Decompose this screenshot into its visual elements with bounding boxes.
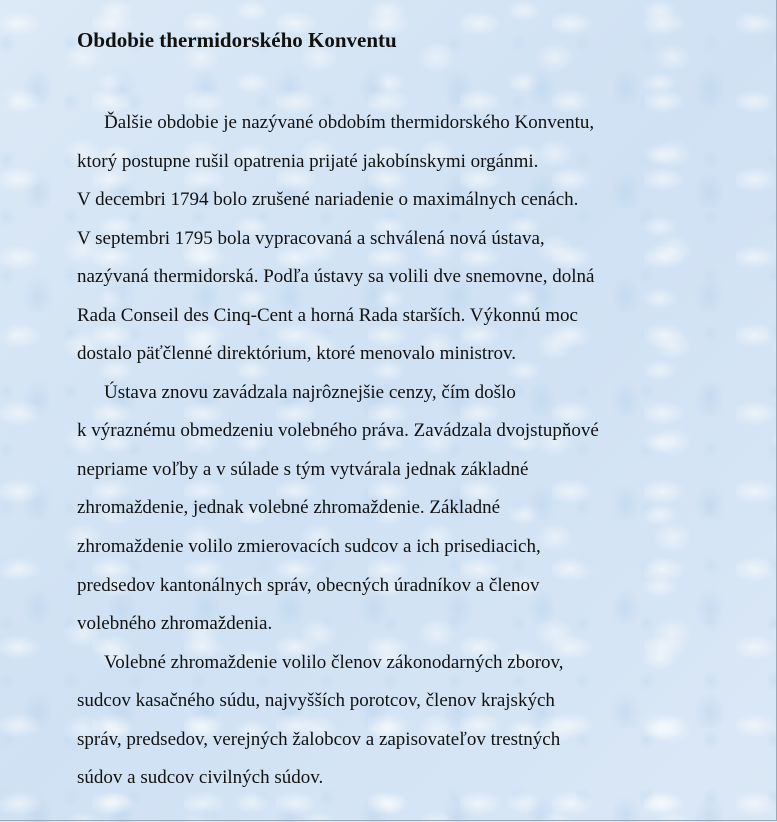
text-line: nazývaná thermidorská. Podľa ústavy sa volili dve snemovne, dolná (77, 266, 595, 288)
text-line: predsedov kantonálnych správ, obecných úradníkov a členov (77, 574, 540, 596)
text-line: V decembri 1794 bolo zrušené nariadenie o maximálnych cenách. (77, 189, 579, 211)
document-title: Obdobie thermidorského Konventu (77, 28, 397, 52)
text-line: Rada Conseil des Cinq-Cent a horná Rada starších. Výkonnú moc (77, 304, 578, 326)
body-text (77, 104, 737, 798)
text-line: ktorý postupne rušil opatrenia prijaté jakobínskymi orgánmi. (77, 150, 539, 172)
text-line: Ústava znovu zavádzala najrôznejšie cenzy, čím došlo (104, 381, 516, 403)
text-line: k výraznému obmedzeniu volebného práva. Zavádzala dvojstupňové (77, 420, 599, 442)
text-line: nepriame voľby a v súlade s tým vytvárala jednak základné (77, 458, 529, 480)
text-line: zhromaždenie, jednak volebné zhromaždenie. Základné (77, 497, 501, 519)
text-line: súdov a sudcov civilných súdov. (77, 767, 324, 789)
page-bottom-border (0, 820, 777, 821)
text-line: dostalo päťčlenné direktórium, ktoré menovalo ministrov. (77, 343, 517, 365)
text-line: volebného zhromaždenia. (77, 613, 273, 635)
text-line: V septembri 1795 bola vypracovaná a schválená nová ústava, (77, 227, 545, 249)
text-line: správ, predsedov, verejných žalobcov a zapisovateľov trestných (77, 728, 561, 750)
text-line: Ďalšie obdobie je nazývané obdobím thermidorského Konventu, (104, 112, 595, 133)
text-line: Volebné zhromaždenie volilo členov zákonodarných zborov, (104, 651, 564, 673)
text-line: zhromaždenie volilo zmierovacích sudcov a ich prisediacich, (77, 536, 541, 558)
text-line: sudcov kasačného súdu, najvyšších porotcov, členov krajských (77, 690, 555, 712)
